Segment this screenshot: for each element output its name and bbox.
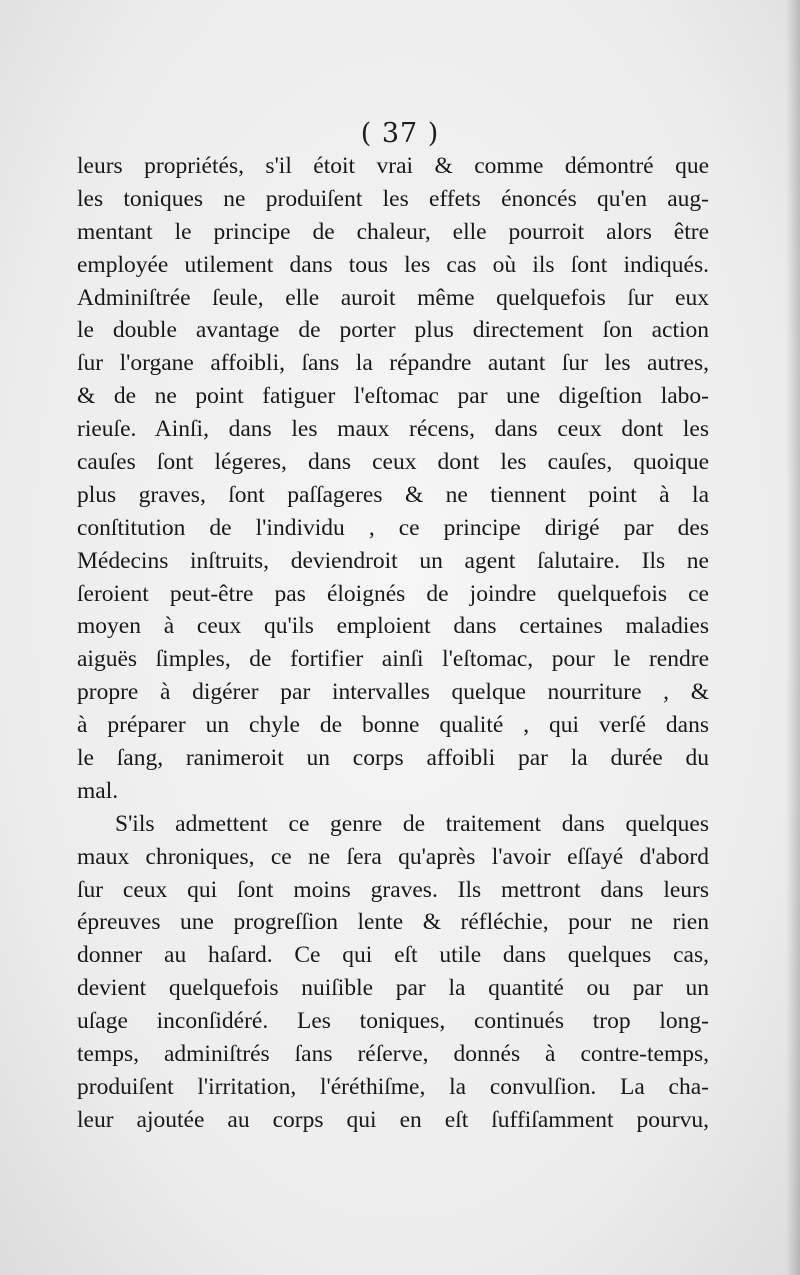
text-line: produiſent l'irritation, l'éréthiſme, la convulſion. La cha-: [77, 1073, 709, 1100]
text-line: cauſes ſont légeres, dans ceux dont les cauſes, quoique: [77, 449, 709, 476]
text-line: employée utilement dans tous les cas où ils ſont indiqués.: [77, 251, 709, 278]
text-line: propre à digérer par intervalles quelque nourriture , &: [77, 679, 709, 706]
text-line: Médecins inſtruits, deviendroit un agent ſalutaire. Ils ne: [77, 547, 709, 574]
text-line: S'ils admettent ce genre de traitement dans quelques: [115, 810, 709, 837]
page-edge-shadow: [786, 0, 800, 1275]
text-line: les toniques ne produiſent les effets énoncés qu'en aug-: [77, 185, 709, 212]
text-line: le ſang, ranimeroit un corps affoibli par la durée du: [77, 745, 709, 772]
text-line: aiguës ſimples, de fortifier ainſi l'eſtomac, pour le rendre: [77, 646, 709, 673]
paragraph: [77, 150, 709, 808]
text-line: & de ne point fatiguer l'eſtomac par une digeſtion labo-: [77, 383, 709, 410]
text-line: ſur l'organe affoibli, ſans la répandre autant ſur les autres,: [77, 350, 709, 377]
body-text: [77, 150, 709, 1137]
text-line: leur ajoutée au corps qui en eſt ſuffiſamment pourvu,: [77, 1106, 709, 1133]
text-line: maux chroniques, ce ne ſera qu'après l'avoir eſſayé d'abord: [77, 843, 709, 870]
paragraph: [77, 808, 709, 1137]
page-number: ( 37 ): [360, 118, 440, 149]
text-line: donner au haſard. Ce qui eſt utile dans quelques cas,: [77, 942, 709, 969]
text-line: conſtitution de l'individu , ce principe dirigé par des: [77, 514, 709, 541]
text-line: le double avantage de porter plus directement ſon action: [77, 317, 709, 344]
text-line: devient quelquefois nuiſible par la quantité ou par un: [77, 975, 709, 1002]
text-line: à préparer un chyle de bonne qualité , qui verſé dans: [77, 712, 709, 739]
text-line: Adminiſtrée ſeule, elle auroit même quelquefois ſur eux: [77, 284, 709, 311]
text-line: rieuſe. Ainſi, dans les maux récens, dans ceux dont les: [77, 416, 709, 443]
text-line: uſage inconſidéré. Les toniques, continués trop long-: [77, 1008, 709, 1035]
text-line: mentant le principe de chaleur, elle pourroit alors être: [77, 218, 709, 245]
text-line: mal.: [77, 777, 119, 804]
text-line: plus graves, ſont paſſageres & ne tiennent point à la: [77, 481, 709, 508]
text-line: temps, adminiſtrés ſans réſerve, donnés à contre-temps,: [77, 1041, 709, 1068]
text-line: leurs propriétés, s'il étoit vrai & comme démontré que: [77, 153, 709, 179]
text-line: ſeroient peut-être pas éloignés de joindre quelquefois ce: [77, 580, 709, 607]
text-line: moyen à ceux qu'ils emploient dans certaines maladies: [77, 613, 709, 640]
text-line: ſur ceux qui ſont moins graves. Ils mettront dans leurs: [77, 876, 709, 903]
text-line: épreuves une progreſſion lente & réfléchie, pour ne rien: [77, 909, 709, 936]
